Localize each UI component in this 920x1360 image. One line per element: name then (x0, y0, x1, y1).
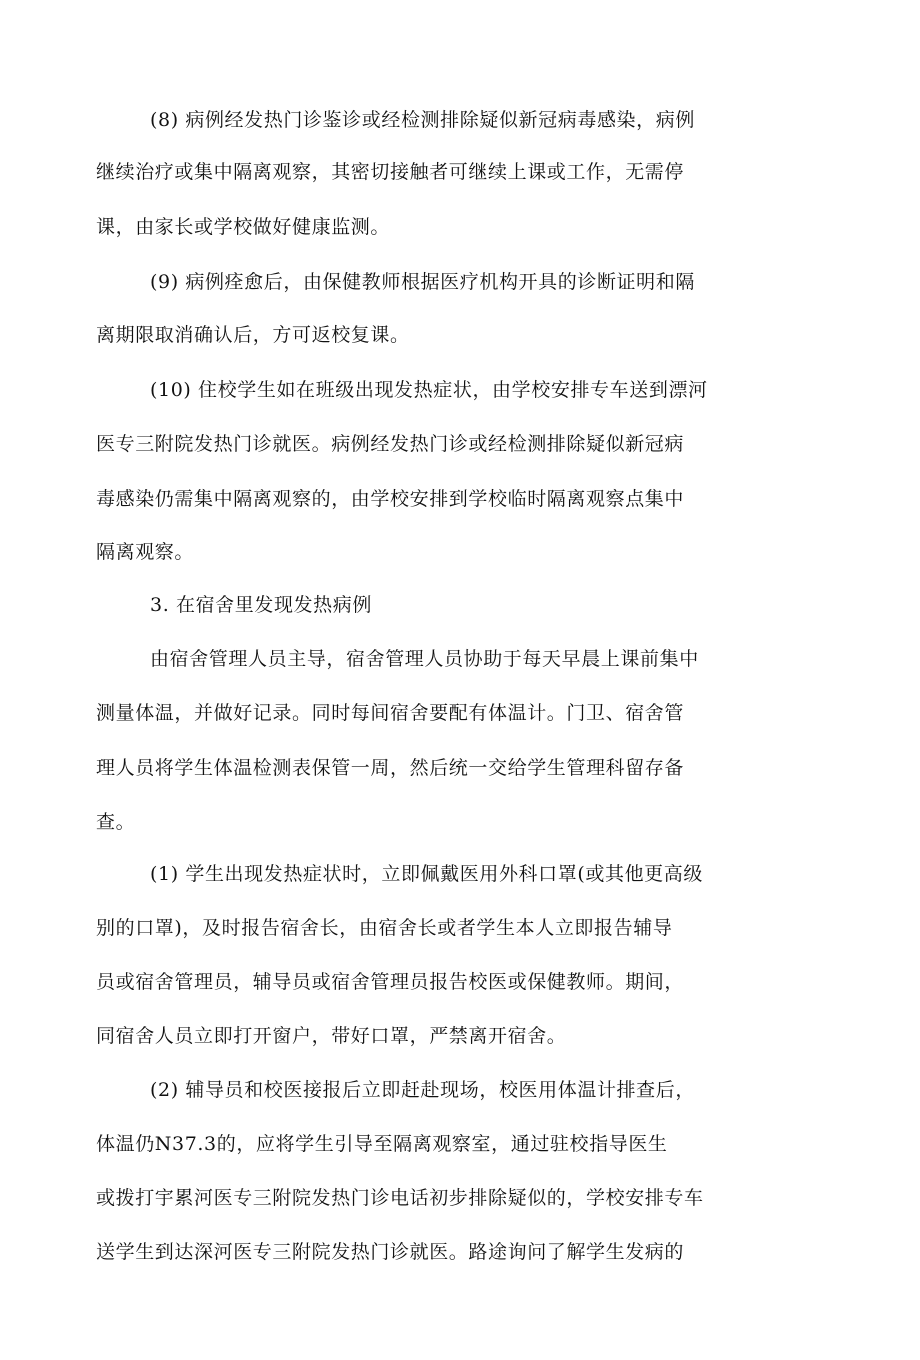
section-3-para-line-2: 测量体温，并做好记录。同时每间宿舍要配有体温计。门卫、宿舍管 (96, 702, 685, 724)
item-2-line-2: 体温仍N37.3的，应将学生引导至隔离观察室，通过驻校指导医生 (96, 1133, 668, 1155)
item-9-line-2: 离期限取消确认后，方可返校复课。 (96, 324, 410, 346)
item-1-line-2: 别的口罩)，及时报告宿舍长，由宿舍长或者学生本人立即报告辅导 (96, 917, 673, 939)
item-2-line-3: 或拨打宇累河医专三附院发热门诊电话初步排除疑似的，学校安排专车 (96, 1187, 704, 1209)
item-2-line-1: (2) 辅导员和校医接报后立即赶赴现场，校医用体温计排查后， (150, 1079, 695, 1101)
item-8-line-2: 继续治疗或集中隔离观察，其密切接触者可继续上课或工作，无需停 (96, 161, 685, 183)
item-10-line-4: 隔离观察。 (96, 541, 195, 563)
section-3-para-line-3: 理人员将学生体温检测表保管一周，然后统一交给学生管理科留存备 (96, 757, 685, 779)
section-3-para-line-4: 查。 (96, 811, 136, 833)
item-9-line-1: (9) 病例痊愈后，由保健教师根据医疗机构开具的诊断证明和隔 (150, 271, 695, 293)
item-10-line-2: 医专三附院发热门诊就医。病例经发热门诊或经检测排除疑似新冠病 (96, 433, 685, 455)
section-3-heading: 3. 在宿舍里发现发热病例 (150, 594, 372, 616)
item-1-line-1: (1) 学生出现发热症状时，立即佩戴医用外科口罩(或其他更高级 (150, 863, 703, 885)
item-8-line-3: 课，由家长或学校做好健康监测。 (96, 216, 391, 238)
item-8-line-1: (8) 病例经发热门诊鉴诊或经检测排除疑似新冠病毒感染，病例 (150, 109, 695, 131)
item-10-line-3: 毒感染仍需集中隔离观察的，由学校安排到学校临时隔离观察点集中 (96, 488, 685, 510)
item-1-line-4: 同宿舍人员立即打开窗户，带好口罩，严禁离开宿舍。 (96, 1025, 567, 1047)
item-2-line-4: 送学生到达深河医专三附院发热门诊就医。路途询问了解学生发病的 (96, 1241, 685, 1263)
section-3-para-line-1: 由宿舍管理人员主导，宿舍管理人员协助于每天早晨上课前集中 (150, 648, 699, 670)
item-1-line-3: 员或宿舍管理员，辅导员或宿舍管理员报告校医或保健教师。期间， (96, 971, 685, 993)
item-10-line-1: (10) 住校学生如在班级出现发热症状，由学校安排专车送到漂河 (150, 379, 708, 401)
